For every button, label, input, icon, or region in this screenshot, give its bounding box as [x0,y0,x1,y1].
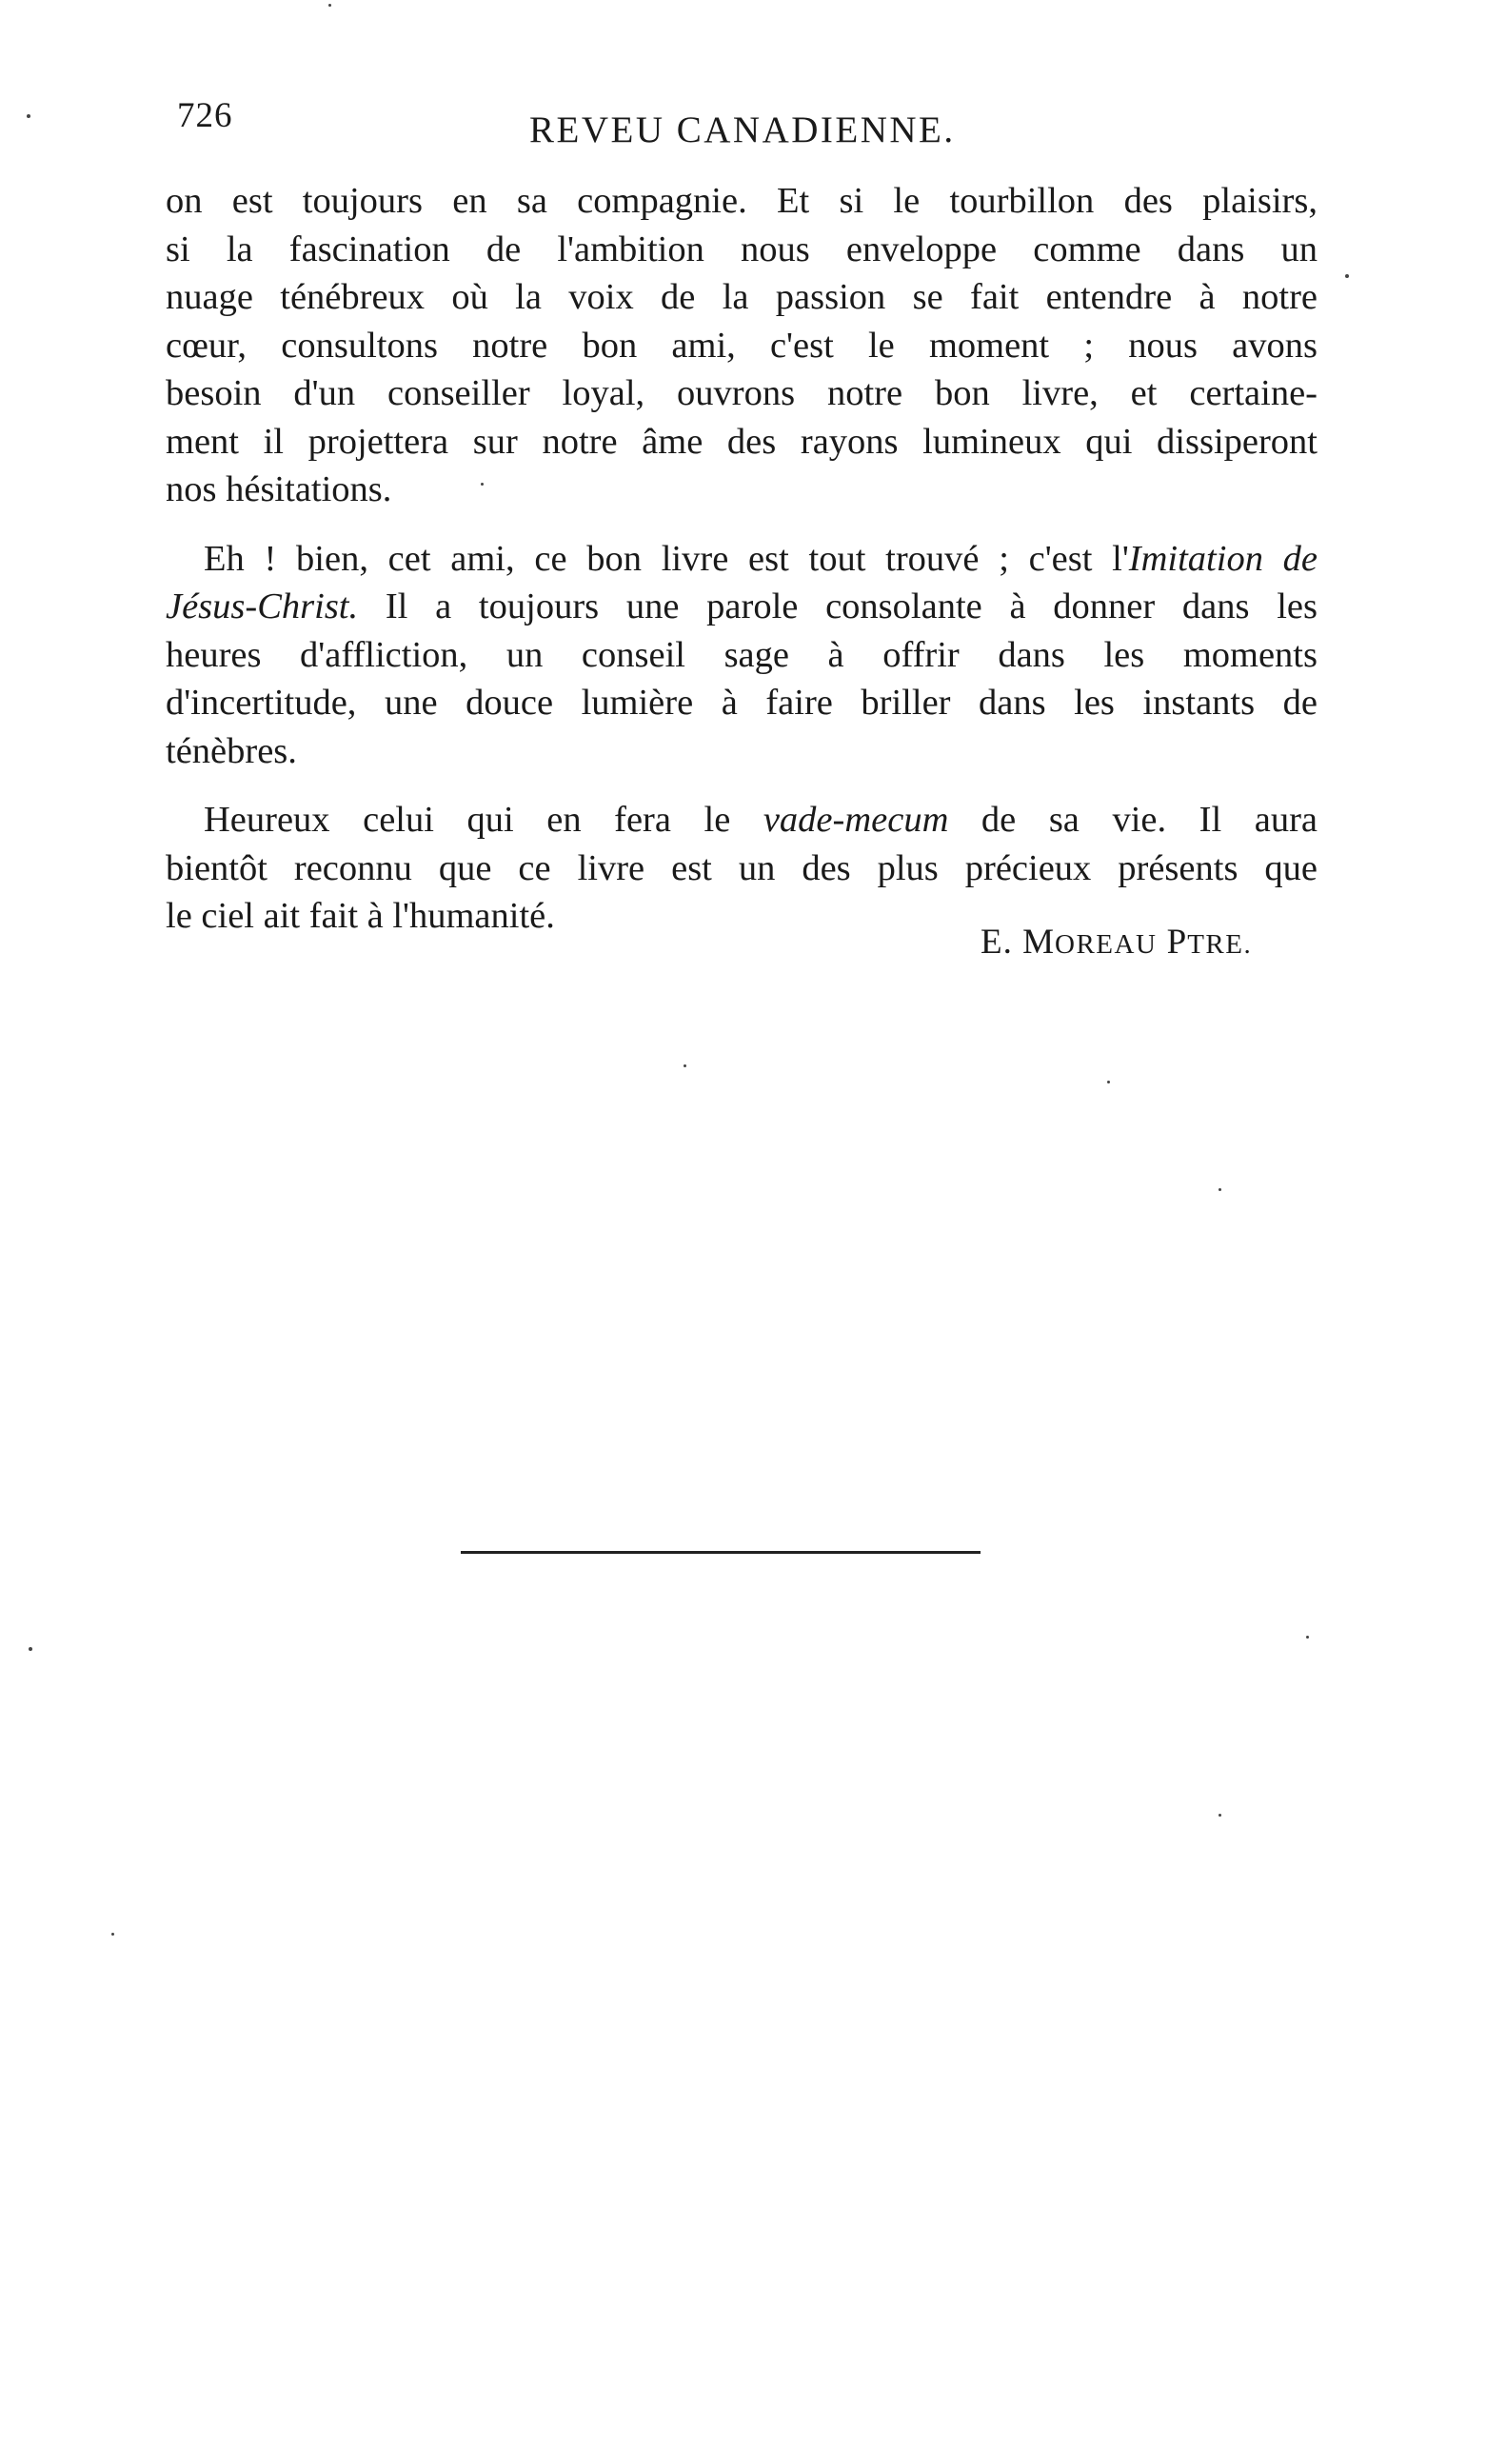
text-line: nos hésitations. [166,469,392,509]
scan-speck [1107,1081,1110,1083]
italic-title: Jésus-Christ. [166,586,359,626]
text-line: Heureux celui qui en fera le vade-mecum de sa vie. Il aura [204,800,1318,840]
text-line: ténèbres. [166,730,297,771]
scan-speck [481,483,484,486]
text-line: d'incertitude, une douce lumière à faire briller dans les instants de [166,683,1318,723]
text-line: besoin d'un conseiller loyal, ouvrons notre bon livre, et certaine- [166,373,1318,413]
text-line: si la fascination de l'ambition nous enveloppe comme dans un [166,229,1318,269]
text-line: nuage ténébreux où la voix de la passion se fait entendre à notre [166,277,1318,317]
scan-speck [328,4,331,7]
scan-speck [684,1064,686,1067]
scan-speck [27,114,30,118]
paragraph [166,796,1318,941]
text-line: ment il projettera sur notre âme des rayons lumineux qui dissiperont [166,421,1318,462]
text-line: bientôt reconnu que ce livre est un des plus précieux présents que [166,847,1318,888]
running-title: REVEU CANADIENNE. [529,109,956,150]
italic-title: Imitation de [1128,538,1318,579]
italic-term: vade-mecum [763,800,949,840]
text-line: on est toujours en sa compagnie. Et si le tourbillon des plaisirs, [166,181,1318,221]
text-line: cœur, consultons notre bon ami, c'est le moment ; nous avons [166,325,1318,366]
section-divider-rule [461,1551,981,1554]
article-body [166,177,1318,941]
scan-speck [1306,1636,1309,1639]
scan-speck [29,1647,32,1651]
page-number: 726 [177,96,233,135]
scan-speck [1345,274,1349,278]
author-signature: E. MOREAU PTRE. [981,923,1253,962]
text-line: Jésus-Christ. Il a toujours une parole consolante à donner dans les [166,586,1318,626]
paragraph [166,177,1318,514]
text-line: le ciel ait fait à l'humanité. [166,896,555,936]
scan-speck [1219,1188,1221,1191]
text-line: Eh ! bien, cet ami, ce bon livre est tout trouvé ; c'est l'Imitation de [204,538,1318,579]
scan-speck [1219,1814,1221,1817]
scan-speck [111,1933,114,1936]
paragraph [166,535,1318,776]
text-line: heures d'affliction, un conseil sage à offrir dans les moments [166,634,1318,675]
